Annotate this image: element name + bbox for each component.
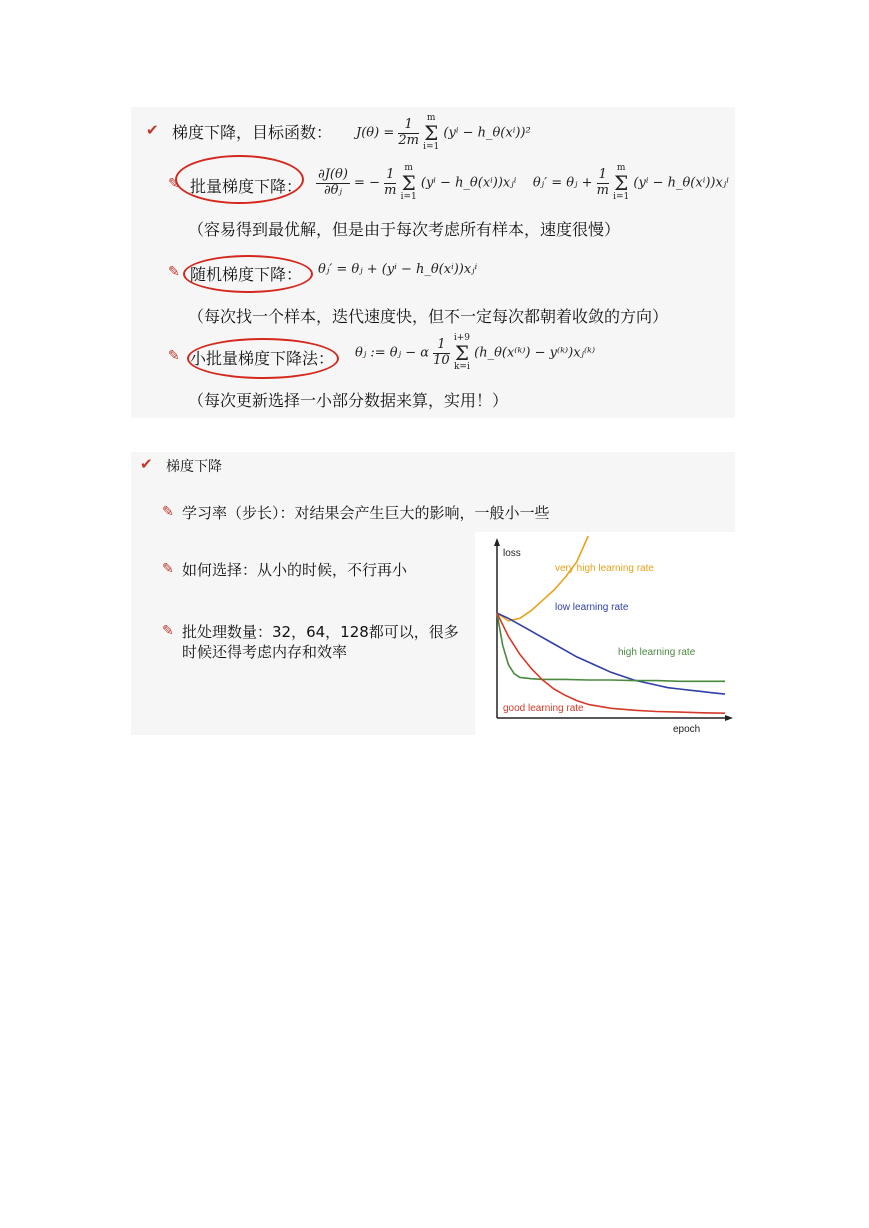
pencil-icon: ✎ — [168, 348, 180, 364]
pencil-icon: ✎ — [162, 504, 174, 520]
slide2-item: 学习率（步长）：对结果会产生巨大的影响，一般小一些 — [182, 504, 550, 522]
check-icon: ✔ — [140, 455, 153, 473]
sgd-note: （每次找一个样本，迭代速度快，但不一定每次都朝着收敛的方向） — [188, 307, 669, 326]
learning-rate-chart — [475, 532, 735, 737]
x-axis-label: epoch — [673, 724, 701, 735]
y-axis-label: loss — [503, 548, 521, 559]
sgd-formula: θⱼ′ = θⱼ + (yⁱ − h_θ(xⁱ))xⱼⁱ — [318, 262, 478, 277]
series-label-low: low learning rate — [555, 602, 629, 613]
batch-gd-label: 批量梯度下降： — [190, 177, 303, 196]
pencil-icon: ✎ — [162, 623, 174, 639]
batch-gd-formula: $\frac{\partial J(\theta)}{\text{∂θⱼ}}$ = − $\frac{1}{m}$ m Σ i=1 (yⁱ − h_θ(xⁱ))xⱼⁱ θⱼ′ = θⱼ + $\frac{1}{m}$ m Σ i=1 (yⁱ − h_θ(xⁱ))xⱼⁱ — [318, 163, 729, 202]
batch-gd-note: （容易得到最优解，但是由于每次考虑所有样本，速度很慢） — [188, 220, 621, 239]
pencil-icon: ✎ — [168, 264, 180, 280]
series-label-good: good learning rate — [503, 703, 584, 714]
minibatch-gd-note: （每次更新选择一小部分数据来算，实用！） — [188, 391, 509, 410]
slide2-item-continued: 时候还得考虑内存和效率 — [182, 643, 348, 661]
slide1-title: 梯度下降，目标函数： — [172, 123, 333, 142]
objective-formula: J(θ) = $\frac{1}{2m}$ m Σ i=1 (yⁱ − h_θ(xⁱ))² — [356, 113, 531, 152]
slide2-item: 批处理数量：32，64，128都可以，很多 — [182, 623, 459, 641]
sgd-label: 随机梯度下降： — [190, 265, 303, 284]
slide2-item: 如何选择：从小的时候，不行再小 — [182, 561, 408, 579]
pencil-icon: ✎ — [162, 561, 174, 577]
slide2-title: 梯度下降 — [166, 459, 222, 475]
pencil-icon: ✎ — [168, 176, 180, 192]
check-icon: ✔ — [146, 121, 159, 139]
series-label-high: high learning rate — [618, 647, 696, 658]
minibatch-gd-label: 小批量梯度下降法： — [190, 349, 335, 368]
minibatch-gd-formula: θⱼ := θⱼ − α $\frac{1}{10}$ i+9 Σ k=i (h_θ(x⁽ᵏ⁾) − y⁽ᵏ⁾)xⱼ⁽ᵏ⁾ — [355, 333, 596, 372]
series-label-very-high: very high learning rate — [555, 563, 654, 574]
